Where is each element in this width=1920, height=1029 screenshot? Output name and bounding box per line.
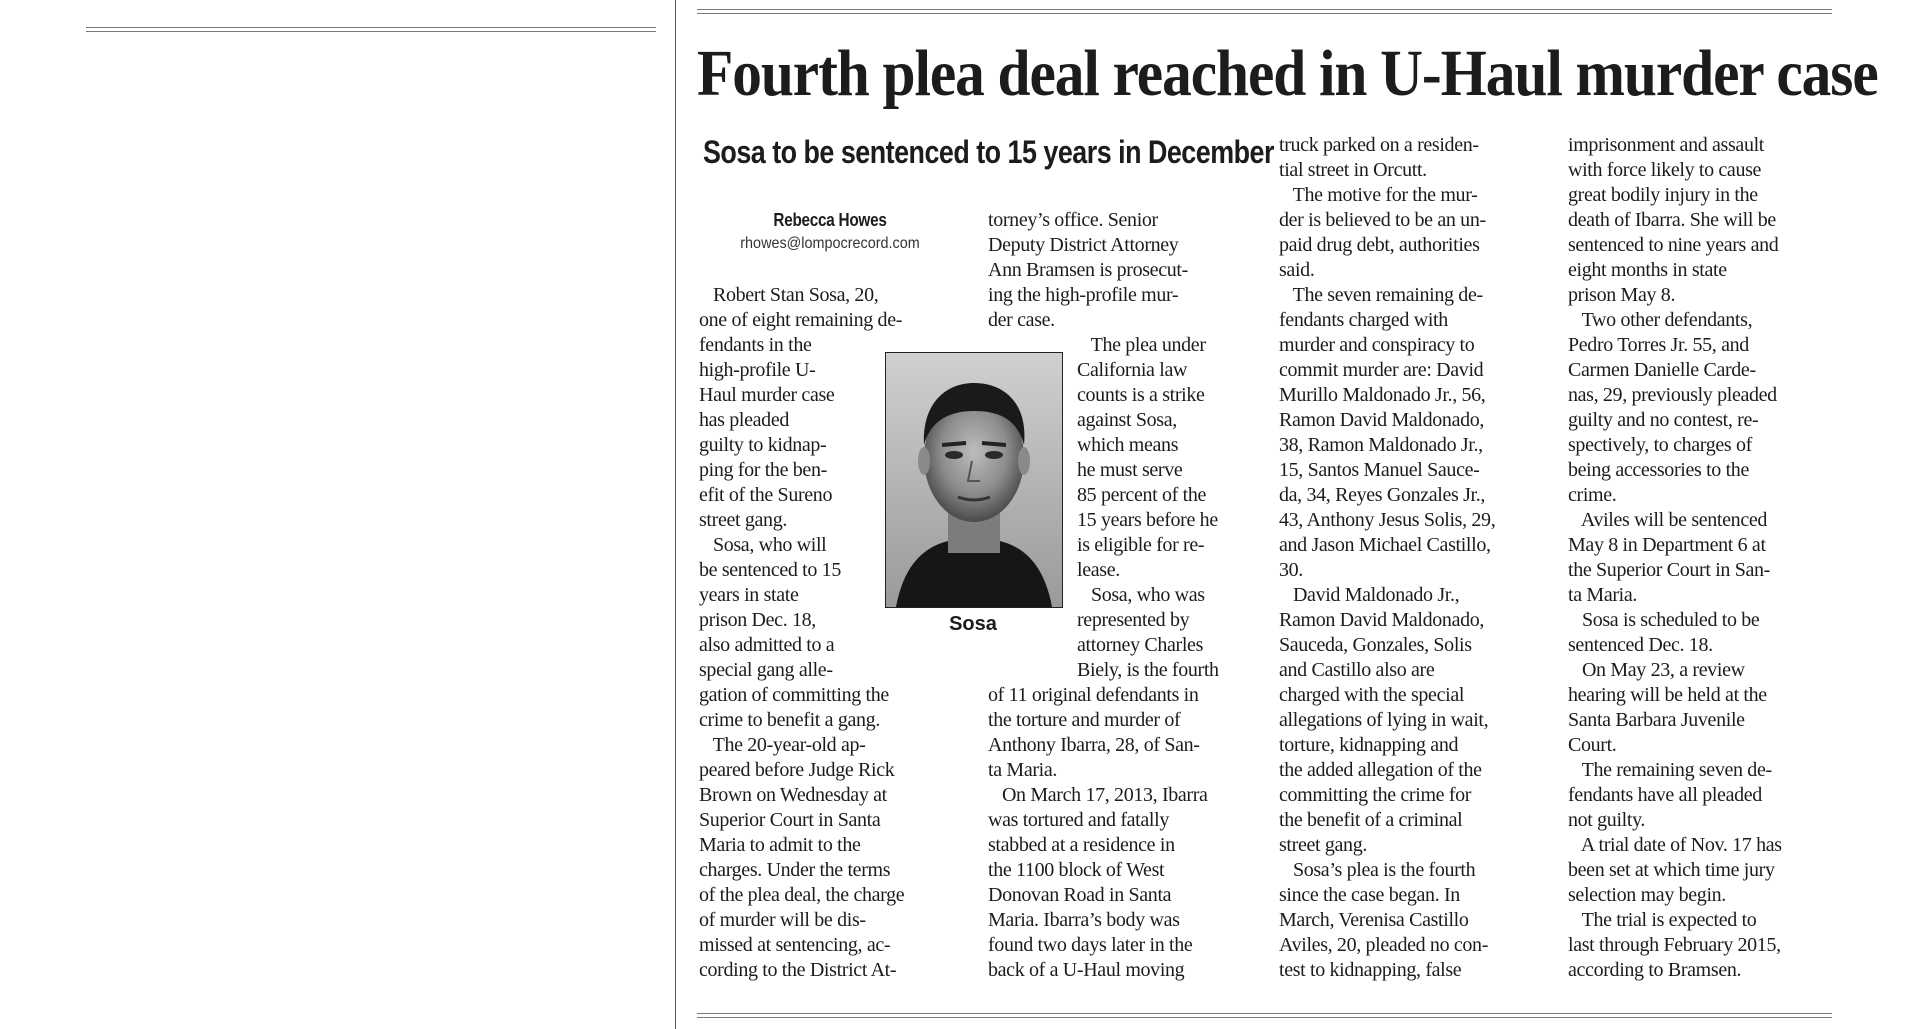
article-text-line: years in state: [699, 584, 799, 606]
article-text-line: crime.: [1568, 484, 1617, 506]
article-text-line: Ann Bramsen is prosecut-: [988, 259, 1188, 281]
article-text-line: torney’s office. Senior: [988, 209, 1158, 231]
article-text-line: California law: [1077, 359, 1188, 381]
article-text-line: 30.: [1279, 559, 1303, 581]
article-text-line: charges. Under the terms: [699, 859, 891, 881]
article-text-line: Pedro Torres Jr. 55, and: [1568, 334, 1749, 356]
article-column-2-wrap: [1077, 333, 1257, 683]
article-text-line: street gang.: [1279, 834, 1367, 856]
article-text-line: On March 17, 2013, Ibarra: [988, 784, 1208, 806]
article-text-line: fendants have all pleaded: [1568, 784, 1762, 806]
article-text-line: Sosa, who was: [1077, 584, 1205, 606]
article-text-line: guilty and no contest, re-: [1568, 409, 1759, 431]
article-text-line: the torture and murder of: [988, 709, 1181, 731]
article-text-line: murder and conspiracy to: [1279, 334, 1475, 356]
article-text-line: imprisonment and assault: [1568, 134, 1765, 156]
article-text-line: tial street in Orcutt.: [1279, 159, 1427, 181]
article-text-line: March, Verenisa Castillo: [1279, 909, 1469, 931]
article-text-line: fendants charged with: [1279, 309, 1448, 331]
article-column-2-bottom: [988, 683, 1258, 983]
article-text-line: Superior Court in Santa: [699, 809, 881, 831]
article-text-line: The seven remaining de-: [1279, 284, 1483, 306]
article-text-line: cording to the District At-: [699, 959, 897, 981]
article-text-line: death of Ibarra. She will be: [1568, 209, 1776, 231]
article-text-line: Ramon David Maldonado,: [1279, 609, 1485, 631]
article-text-line: The motive for the mur-: [1279, 184, 1478, 206]
article-text-line: also admitted to a: [699, 634, 835, 656]
article-text-line: gation of committing the: [699, 684, 889, 706]
article-text-line: is eligible for re-: [1077, 534, 1205, 556]
article-text-line: Brown on Wednesday at: [699, 784, 887, 806]
article-text-line: charged with the special: [1279, 684, 1465, 706]
article-text-line: peared before Judge Rick: [699, 759, 895, 781]
article-text-line: great bodily injury in the: [1568, 184, 1758, 206]
article-text-line: The trial is expected to: [1568, 909, 1757, 931]
mugshot-portrait-icon: [886, 353, 1062, 607]
article-text-line: with force likely to cause: [1568, 159, 1762, 181]
article-text-line: eight months in state: [1568, 259, 1727, 281]
article-text-line: 38, Ramon Maldonado Jr.,: [1279, 434, 1483, 456]
article-text-line: found two days later in the: [988, 934, 1193, 956]
article-text-line: Carmen Danielle Carde-: [1568, 359, 1756, 381]
article-text-line: The 20-year-old ap-: [699, 734, 866, 756]
article-text-line: Ramon David Maldonado,: [1279, 409, 1485, 431]
article-text-line: not guilty.: [1568, 809, 1646, 831]
article-text-line: guilty to kidnap-: [699, 434, 827, 456]
article-text-line: committing the crime for: [1279, 784, 1472, 806]
article-text-line: sentenced to nine years and: [1568, 234, 1779, 256]
article-column-2-top: [988, 208, 1248, 333]
article-text-line: high-profile U-: [699, 359, 816, 381]
article-text-line: nas, 29, previously pleaded: [1568, 384, 1777, 406]
article-text-line: A trial date of Nov. 17 has: [1568, 834, 1782, 856]
article-text-line: counts is a strike: [1077, 384, 1205, 406]
article-text-line: the benefit of a criminal: [1279, 809, 1463, 831]
article-text-line: been set at which time jury: [1568, 859, 1775, 881]
article-text-line: represented by: [1077, 609, 1190, 631]
page-gutter-line: [675, 0, 676, 1029]
article-text-line: ing the high-profile mur-: [988, 284, 1179, 306]
article-text-line: Sosa’s plea is the fourth: [1279, 859, 1476, 881]
article-text-line: paid drug debt, authorities: [1279, 234, 1480, 256]
article-text-line: street gang.: [699, 509, 787, 531]
article-column-4: [1568, 133, 1848, 983]
article-text-line: crime to benefit a gang.: [699, 709, 880, 731]
article-text-line: 43, Anthony Jesus Solis, 29,: [1279, 509, 1496, 531]
article-text-line: 85 percent of the: [1077, 484, 1206, 506]
article-text-line: prison May 8.: [1568, 284, 1676, 306]
article-text-line: Aviles, 20, pleaded no con-: [1279, 934, 1489, 956]
article-text-line: being accessories to the: [1568, 459, 1749, 481]
article-text-line: Maria to admit to the: [699, 834, 861, 856]
article-text-line: the 1100 block of West: [988, 859, 1165, 881]
article-text-line: test to kidnapping, false: [1279, 959, 1462, 981]
article-text-line: the Superior Court in San-: [1568, 559, 1770, 581]
article-text-line: Murillo Maldonado Jr., 56,: [1279, 384, 1486, 406]
article-text-line: Deputy District Attorney: [988, 234, 1179, 256]
article-text-line: da, 34, Reyes Gonzales Jr.,: [1279, 484, 1486, 506]
article-text-line: truck parked on a residen-: [1279, 134, 1479, 156]
article-text-line: of murder will be dis-: [699, 909, 866, 931]
article-text-line: back of a U-Haul moving: [988, 959, 1185, 981]
byline-author: Rebecca Howes: [773, 210, 887, 230]
article-text-line: Santa Barbara Juvenile: [1568, 709, 1745, 731]
article-text-line: he must serve: [1077, 459, 1183, 481]
article-text-line: according to Bramsen.: [1568, 959, 1742, 981]
byline-email: rhowes@lompocrecord.com: [740, 235, 920, 252]
article-text-line: and Castillo also are: [1279, 659, 1435, 681]
article-text-line: last through February 2015,: [1568, 934, 1781, 956]
article-text-line: said.: [1279, 259, 1315, 281]
left-page-top-rule: [86, 27, 656, 28]
article-text-line: has pleaded: [699, 409, 789, 431]
article-text-line: the added allegation of the: [1279, 759, 1482, 781]
article-text-line: which means: [1077, 434, 1179, 456]
article-text-line: against Sosa,: [1077, 409, 1177, 431]
article-text-line: stabbed at a residence in: [988, 834, 1175, 856]
article-text-line: missed at sentencing, ac-: [699, 934, 891, 956]
article-bottom-rule: [697, 1013, 1832, 1014]
article-text-line: Haul murder case: [699, 384, 835, 406]
article-text-line: David Maldonado Jr.,: [1279, 584, 1460, 606]
subheadline: Sosa to be sentenced to 15 years in December: [703, 134, 1274, 170]
article-text-line: sentenced Dec. 18.: [1568, 634, 1713, 656]
mugshot-photo: [885, 352, 1063, 608]
article-column-3: [1279, 133, 1549, 983]
article-text-line: efit of the Sureno: [699, 484, 833, 506]
article-text-line: Sosa is scheduled to be: [1568, 609, 1760, 631]
article-text-line: of 11 original defendants in: [988, 684, 1199, 706]
article-top-rule: [697, 9, 1832, 10]
article-text-line: der is believed to be an un-: [1279, 209, 1486, 231]
photo-caption: Sosa: [949, 613, 997, 635]
article-text-line: attorney Charles: [1077, 634, 1204, 656]
article-text-line: Sauceda, Gonzales, Solis: [1279, 634, 1472, 656]
article-text-line: selection may begin.: [1568, 884, 1726, 906]
article-text-line: spectively, to charges of: [1568, 434, 1752, 456]
article-text-line: Robert Stan Sosa, 20,: [699, 284, 879, 306]
article-text-line: one of eight remaining de-: [699, 309, 903, 331]
article-text-line: Biely, is the fourth: [1077, 659, 1219, 681]
article-text-line: ta Maria.: [988, 759, 1058, 781]
article-text-line: torture, kidnapping and: [1279, 734, 1459, 756]
article-text-line: was tortured and fatally: [988, 809, 1169, 831]
headline: Fourth plea deal reached in U-Haul murder case: [697, 37, 1878, 110]
article-text-line: Anthony Ibarra, 28, of San-: [988, 734, 1200, 756]
article-text-line: prison Dec. 18,: [699, 609, 816, 631]
article-text-line: of the plea deal, the charge: [699, 884, 905, 906]
article-text-line: Court.: [1568, 734, 1617, 756]
article-text-line: Two other defendants,: [1568, 309, 1753, 331]
article-text-line: The remaining seven de-: [1568, 759, 1772, 781]
article-text-line: The plea under: [1077, 334, 1206, 356]
article-text-line: ta Maria.: [1568, 584, 1638, 606]
article-text-line: lease.: [1077, 559, 1120, 581]
article-text-line: Aviles will be sentenced: [1568, 509, 1768, 531]
article-text-line: Maria. Ibarra’s body was: [988, 909, 1180, 931]
article-text-line: ping for the ben-: [699, 459, 827, 481]
article-text-line: 15, Santos Manuel Sauce-: [1279, 459, 1480, 481]
article-text-line: since the case began. In: [1279, 884, 1460, 906]
article-text-line: special gang alle-: [699, 659, 833, 681]
article-text-line: hearing will be held at the: [1568, 684, 1767, 706]
article-text-line: Sosa, who will: [699, 534, 827, 556]
article-text-line: der case.: [988, 309, 1055, 331]
article-text-line: fendants in the: [699, 334, 812, 356]
article-text-line: May 8 in Department 6 at: [1568, 534, 1766, 556]
article-text-line: commit murder are: David: [1279, 359, 1484, 381]
article-text-line: Donovan Road in Santa: [988, 884, 1172, 906]
article-text-line: On May 23, a review: [1568, 659, 1745, 681]
article-text-line: 15 years before he: [1077, 509, 1218, 531]
article-text-line: allegations of lying in wait,: [1279, 709, 1489, 731]
article-text-line: and Jason Michael Castillo,: [1279, 534, 1491, 556]
article-text-line: be sentenced to 15: [699, 559, 841, 581]
byline: [700, 208, 960, 256]
